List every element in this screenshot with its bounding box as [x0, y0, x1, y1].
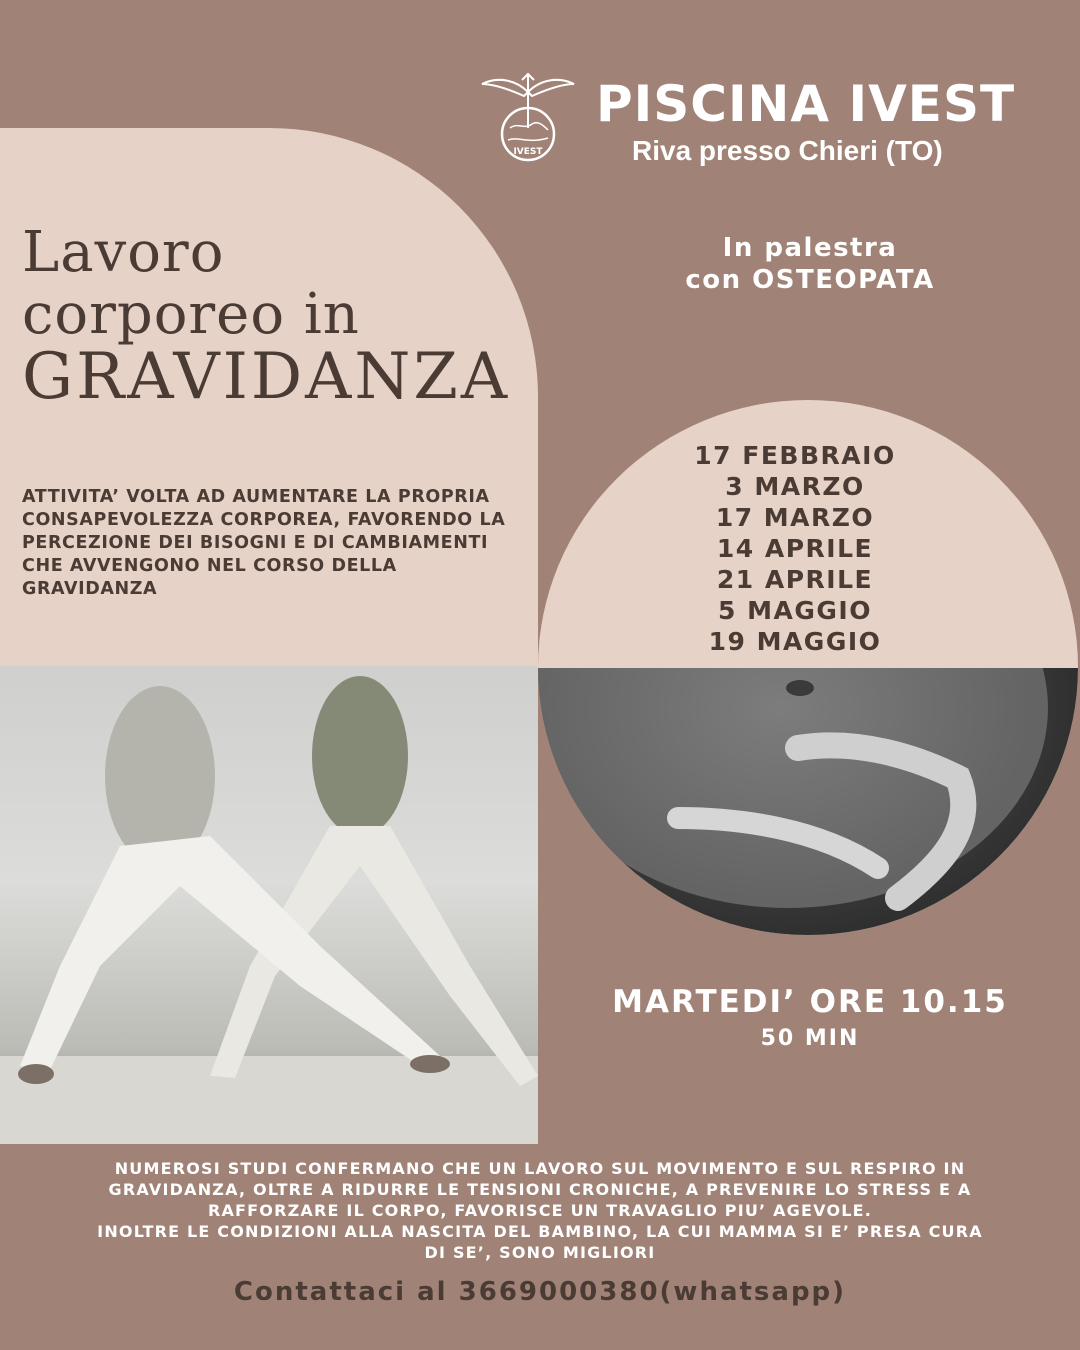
info-line: INOLTRE LE CONDIZIONI ALLA NASCITA DEL BAMBINO, LA CUI MAMMA SI E’ PRESA CURA — [97, 1222, 983, 1241]
list-item: 17 FEBBRAIO — [694, 441, 896, 470]
info-line: RAFFORZARE IL CORPO, FAVORISCE UN TRAVAGLIO PIU’ AGEVOLE. — [207, 1201, 873, 1220]
page-title — [22, 220, 511, 414]
info-text — [40, 1158, 1040, 1263]
title-line-gravidanza: GRAVIDANZA — [22, 340, 511, 414]
list-item: 21 APRILE — [716, 565, 874, 594]
list-item: 3 MARZO — [725, 472, 865, 501]
list-item: 5 MAGGIO — [718, 596, 872, 625]
list-item: 19 MAGGIO — [708, 627, 882, 656]
list-item: 14 APRILE — [716, 534, 874, 563]
title-line-lavoro: Lavoro — [22, 220, 225, 285]
info-line: GRAVIDANZA, OLTRE A RIDURRE LE TENSIONI CRONICHE, A PREVENIRE LO STRESS E A — [108, 1180, 972, 1199]
info-line: DI SE’, SONO MIGLIORI — [424, 1243, 656, 1262]
subtitle-line-osteopata: con OSTEOPATA — [685, 265, 935, 295]
activity-description: ATTIVITA’ VOLTA AD AUMENTARE LA PROPRIA CONSAPEVOLEZZA CORPOREA, FAVORENDO LA PERCEZIONE DEI BISOGNI E DI CAMBIAMENTI CHE AVVENGONO NEL CORSO DELLA GRAVIDANZA — [22, 487, 506, 599]
title-line-corporeo: corporeo in — [22, 282, 360, 347]
session-duration: 50 MIN — [760, 1026, 860, 1051]
brand-name: PISCINA IVEST — [596, 75, 1016, 133]
pregnant-belly-photo — [538, 668, 1078, 935]
svg-text:IVEST: IVEST — [513, 147, 543, 157]
dates-list — [640, 440, 950, 657]
pregnant-women-exercising-photo — [0, 666, 538, 1144]
piscina-ivest-logo — [478, 70, 578, 170]
session-schedule: MARTEDI’ ORE 10.15 — [612, 984, 1008, 1020]
contact-info: Contattaci al 3669000380(whatsapp) — [233, 1277, 847, 1307]
session-subtitle — [650, 232, 970, 296]
brand-location: Riva presso Chieri (TO) — [632, 135, 943, 166]
info-line: NUMEROSI STUDI CONFERMANO CHE UN LAVORO SUL MOVIMENTO E SUL RESPIRO IN — [114, 1159, 966, 1178]
subtitle-line-palestra: In palestra — [722, 233, 898, 263]
list-item: 17 MARZO — [715, 503, 875, 532]
